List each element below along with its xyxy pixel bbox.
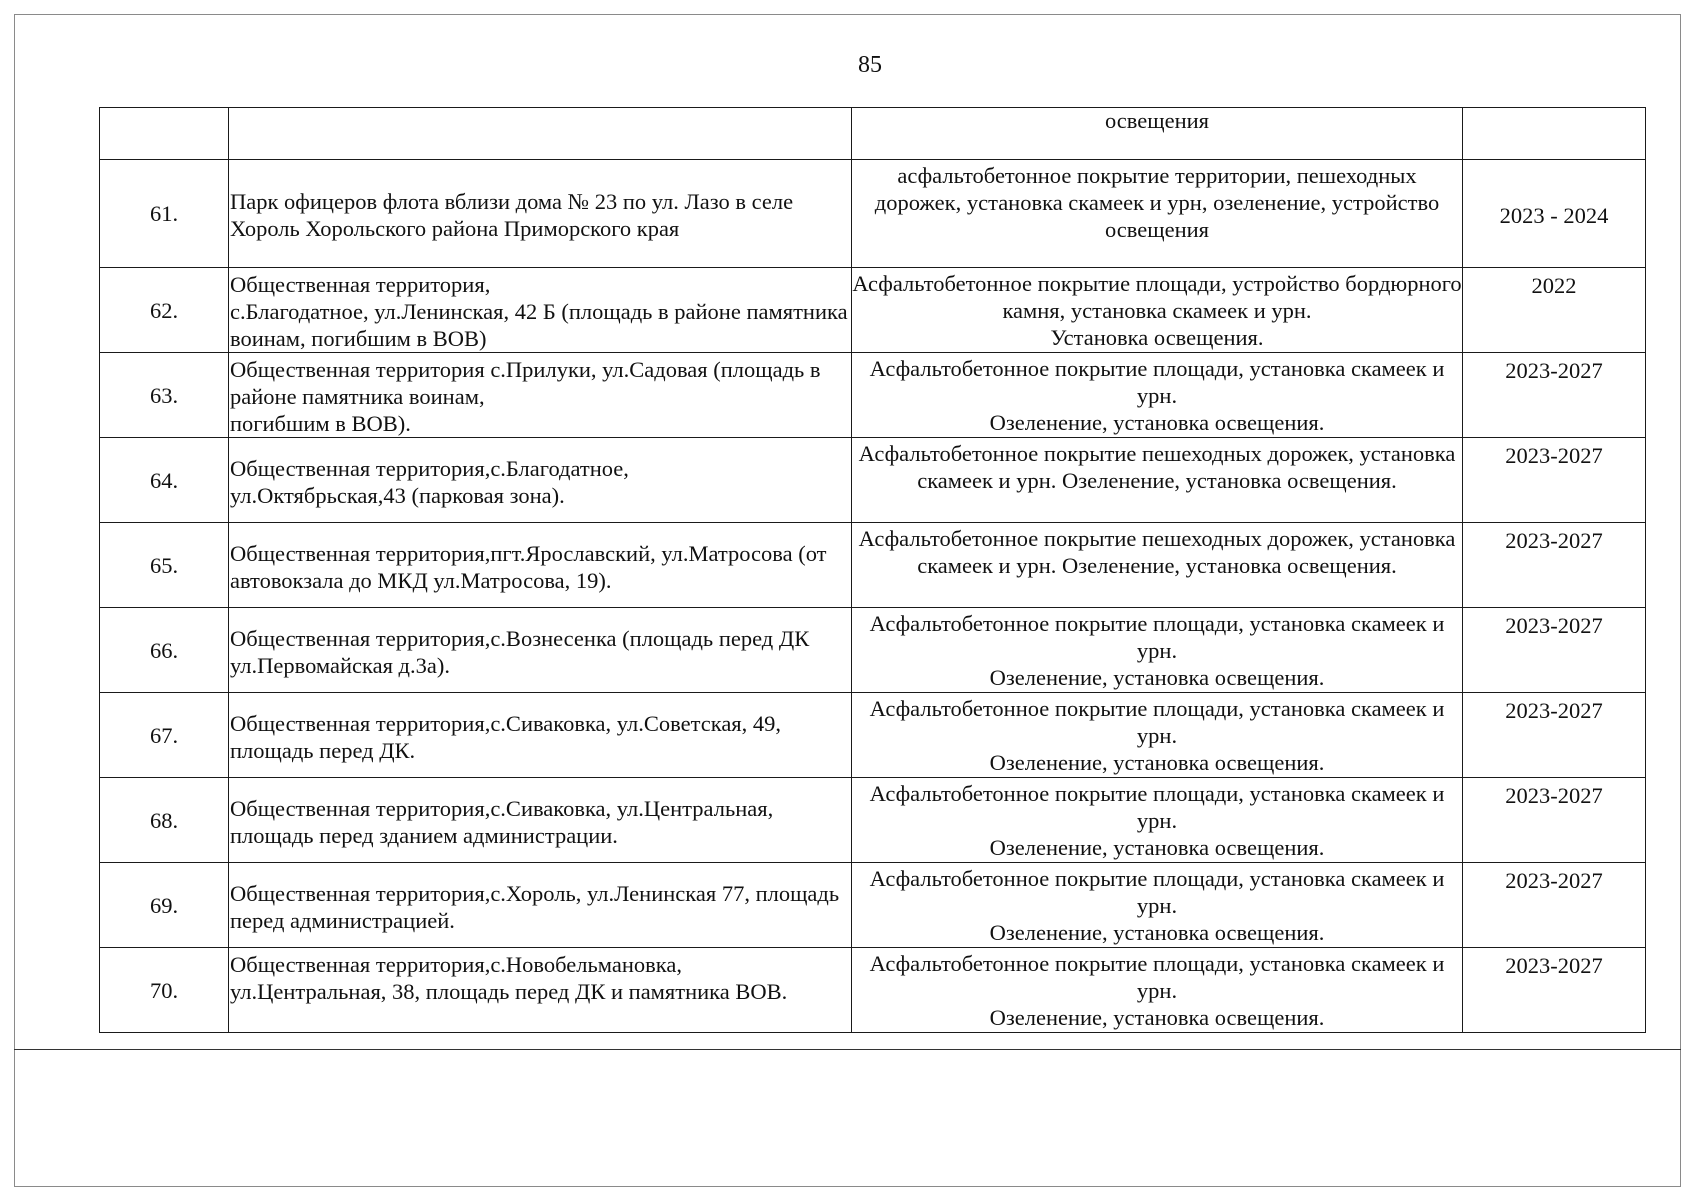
row-number-cell: 61. bbox=[100, 160, 229, 268]
row-number-cell: 64. bbox=[100, 438, 229, 523]
implementation-years: 2023-2027 bbox=[1505, 528, 1603, 553]
territory-name-cell bbox=[229, 160, 852, 268]
territory-name bbox=[230, 108, 851, 111]
works-description: асфальтобетонное покрытие территории, пешеходных дорожек, установка скамеек и урн, озеленение, устройство освещения bbox=[874, 163, 1440, 242]
implementation-years: 2023-2027 bbox=[1505, 358, 1603, 383]
years-cell bbox=[1463, 268, 1646, 353]
implementation-years: 2023-2027 bbox=[1505, 613, 1603, 638]
years-cell bbox=[1463, 693, 1646, 778]
implementation-years: 2023-2027 bbox=[1505, 698, 1603, 723]
works-description: Асфальтобетонное покрытие площади, установка скамеек и урн. Озеленение, установка освещения. bbox=[869, 951, 1445, 1030]
works-description: Асфальтобетонное покрытие площади, установка скамеек и урн. Озеленение, установка освещения. bbox=[869, 781, 1445, 860]
works-description: Асфальтобетонное покрытие пешеходных дорожек, установка скамеек и урн. Озеленение, установка освещения. bbox=[858, 526, 1456, 578]
works-description: освещения bbox=[1104, 108, 1210, 133]
territory-name-cell bbox=[229, 778, 852, 863]
territory-name-cell bbox=[229, 438, 852, 523]
works-description: Асфальтобетонное покрытие площади, устройство бордюрного камня, установка скамеек и урн. Установка освещения. bbox=[852, 271, 1462, 350]
territory-name: Общественная территория,с.Сиваковка, ул.Центральная, площадь перед зданием администрации. bbox=[230, 796, 774, 848]
row-number-cell: 70. bbox=[100, 948, 229, 1033]
years-cell bbox=[1463, 160, 1646, 268]
implementation-years: 2023-2027 bbox=[1505, 868, 1603, 893]
territory-name-cell bbox=[229, 863, 852, 948]
years-cell bbox=[1463, 108, 1646, 160]
works-cell bbox=[852, 948, 1463, 1033]
table-row bbox=[100, 778, 1646, 863]
territory-name: Общественная территория,с.Вознесенка (площадь перед ДК ул.Первомайская д.3а). bbox=[230, 626, 810, 678]
years-cell bbox=[1463, 778, 1646, 863]
territory-name-cell bbox=[229, 353, 852, 438]
years-cell bbox=[1463, 948, 1646, 1033]
years-cell bbox=[1463, 608, 1646, 693]
years-cell bbox=[1463, 523, 1646, 608]
works-description: Асфальтобетонное покрытие площади, установка скамеек и урн. Озеленение, установка освещения. bbox=[869, 696, 1445, 775]
footer-rule bbox=[14, 1049, 1681, 1050]
implementation-years: 2023-2027 bbox=[1505, 443, 1603, 468]
territory-name-cell bbox=[229, 523, 852, 608]
years-cell bbox=[1463, 863, 1646, 948]
works-cell bbox=[852, 693, 1463, 778]
page-number: 85 bbox=[858, 52, 882, 78]
works-cell bbox=[852, 608, 1463, 693]
territory-name: Общественная территория,с.Новобельмановка, ул.Центральная, 38, площадь перед ДК и памятника ВОВ. bbox=[230, 952, 788, 1004]
row-number-cell: 65. bbox=[100, 523, 229, 608]
works-cell bbox=[852, 778, 1463, 863]
row-number-cell: 66. bbox=[100, 608, 229, 693]
years-cell bbox=[1463, 438, 1646, 523]
table-row bbox=[100, 268, 1646, 353]
territory-name: Общественная территория,с.Хороль, ул.Ленинская 77, площадь перед администрацией. bbox=[230, 881, 840, 933]
table-row bbox=[100, 523, 1646, 608]
territory-name: Общественная территория,с.Благодатное, ул.Октябрьская,43 (парковая зона). bbox=[230, 456, 629, 508]
table-row bbox=[100, 608, 1646, 693]
works-description: Асфальтобетонное покрытие площади, установка скамеек и урн. Озеленение, установка освещения. bbox=[869, 356, 1445, 435]
table-row bbox=[100, 693, 1646, 778]
implementation-years: 2022 bbox=[1531, 273, 1577, 298]
row-number-cell: 63. bbox=[100, 353, 229, 438]
table-row bbox=[100, 160, 1646, 268]
row-number-cell: 69. bbox=[100, 863, 229, 948]
territory-name-cell bbox=[229, 608, 852, 693]
implementation-years: 2023-2027 bbox=[1505, 783, 1603, 808]
territory-name-cell bbox=[229, 693, 852, 778]
row-number-cell: 68. bbox=[100, 778, 229, 863]
territory-name: Общественная территория, с.Благодатное, ул.Ленинская, 42 Б (площадь в районе памятника воинам, погибшим в ВОВ) bbox=[230, 272, 848, 351]
works-cell bbox=[852, 863, 1463, 948]
territory-name: Общественная территория,с.Сиваковка, ул.Советская, 49, площадь перед ДК. bbox=[230, 711, 782, 763]
row-number-cell: 67. bbox=[100, 693, 229, 778]
works-description: Асфальтобетонное покрытие площади, установка скамеек и урн. Озеленение, установка освещения. bbox=[869, 866, 1445, 945]
works-cell bbox=[852, 353, 1463, 438]
works-description: Асфальтобетонное покрытие пешеходных дорожек, установка скамеек и урн. Озеленение, установка освещения. bbox=[858, 441, 1456, 493]
territory-name: Общественная территория с.Прилуки, ул.Садовая (площадь в районе памятника воинам, погибшим в ВОВ). bbox=[230, 357, 821, 436]
works-cell bbox=[852, 438, 1463, 523]
table-row bbox=[100, 948, 1646, 1033]
table-row-continuation bbox=[100, 108, 1646, 160]
works-cell bbox=[852, 268, 1463, 353]
row-number-cell bbox=[100, 108, 229, 160]
territory-name: Парк офицеров флота вблизи дома № 23 по ул. Лазо в селе Хороль Хорольского района Приморского края bbox=[230, 189, 794, 241]
implementation-years bbox=[1463, 108, 1645, 112]
implementation-years: 2023 - 2024 bbox=[1499, 203, 1609, 228]
row-number-cell: 62. bbox=[100, 268, 229, 353]
territory-name: Общественная территория,пгт.Ярославский, ул.Матросова (от автовокзала до МКД ул.Матросова, 19). bbox=[230, 541, 827, 593]
works-cell bbox=[852, 523, 1463, 608]
territory-name-cell bbox=[229, 108, 852, 160]
works-description: Асфальтобетонное покрытие площади, установка скамеек и урн. Озеленение, установка освещения. bbox=[869, 611, 1445, 690]
territory-name-cell bbox=[229, 268, 852, 353]
years-cell bbox=[1463, 353, 1646, 438]
implementation-years: 2023-2027 bbox=[1505, 953, 1603, 978]
territory-table bbox=[99, 107, 1646, 1033]
table-row bbox=[100, 438, 1646, 523]
works-cell bbox=[852, 160, 1463, 268]
works-cell bbox=[852, 108, 1463, 160]
table-row bbox=[100, 863, 1646, 948]
table-row bbox=[100, 353, 1646, 438]
territory-name-cell bbox=[229, 948, 852, 1033]
